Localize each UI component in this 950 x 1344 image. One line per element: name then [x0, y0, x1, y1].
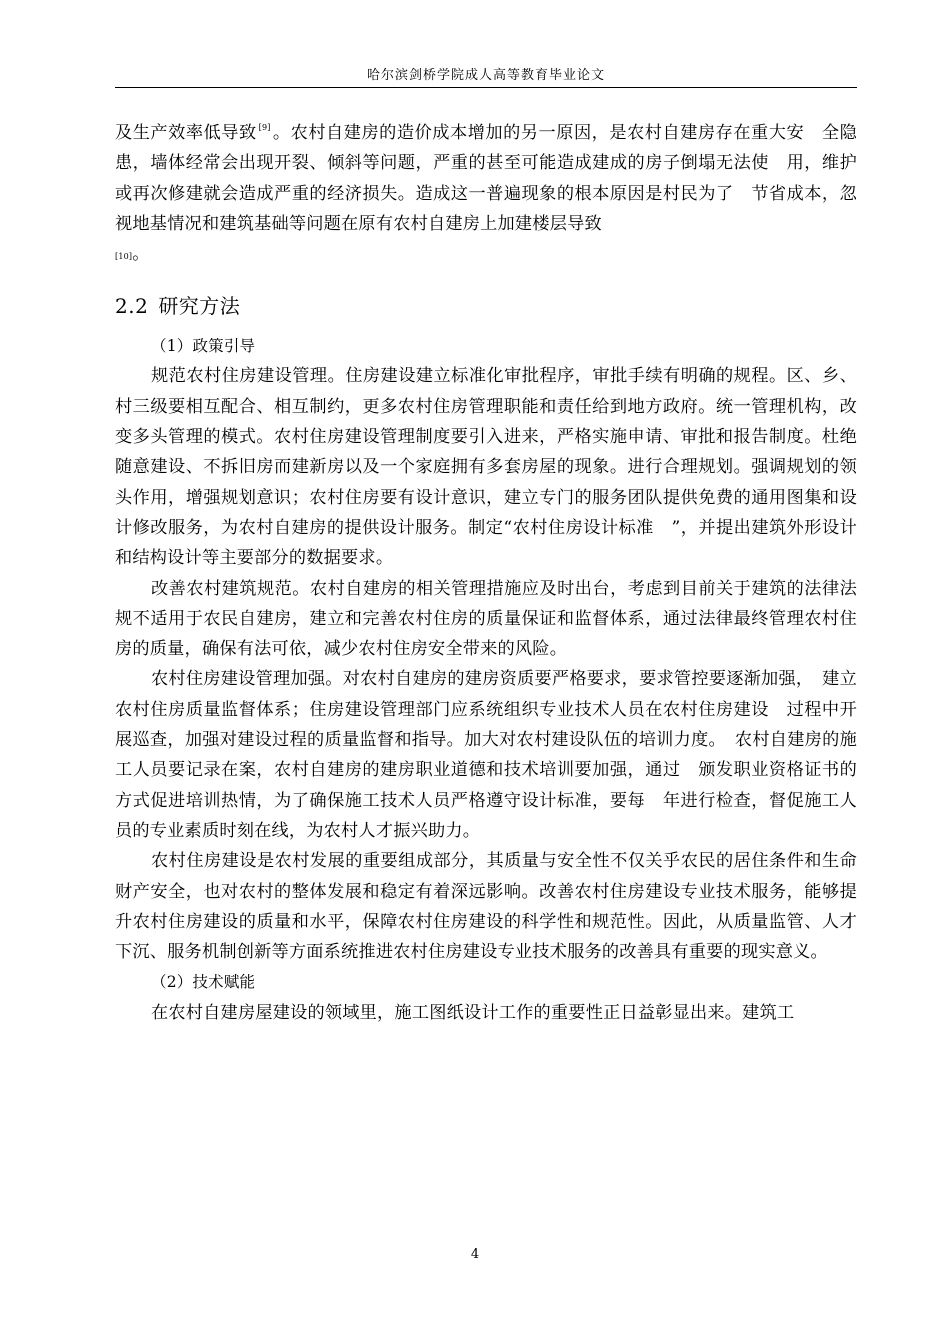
intro-tail — [115, 239, 857, 272]
subsection-technology-title: （2）技术赋能 — [151, 973, 256, 992]
citation-9: [9] — [258, 123, 271, 132]
page-number: 4 — [470, 1247, 480, 1262]
citation-10: [10] — [115, 252, 133, 262]
intro-lead: 及生产效率低导致 — [115, 123, 257, 143]
paragraph-building-regulations: 改善农村建筑规范。农村自建房的相关管理措施应及时出台，考虑到目前关于建筑的法律法规不适用于农民自建房，建立和完善农村住房的质量保证和监督体系，通过法律最终管理农村住房的质量，确保有法可依，减少农村住房安全带来的风险。 — [115, 578, 857, 660]
intro-mid: 。农村自建房的造价成本增加的另一原因，是农村自建房存在重大安 全隐患，墙体经常会出现开裂、倾斜等问题，严重的甚至可能造成建成的房子倒塌无法使 用，维护或再次修建就会造成严重的经济损失。造成这一普遍现象的根本原因是村民为了 节省成本，忽视地基情况和建筑基础等问题在原有农村自建房上加建楼层导致 — [115, 123, 857, 234]
section-heading — [115, 289, 857, 323]
intro-end: 。 — [132, 244, 150, 265]
paragraph-management-standards: 规范农村住房建设管理。住房建设建立标准化审批程序，审批手续有明确的规程。区、乡、村三级要相互配合、相互制约，更多农村住房管理职能和责任给到地方政府。统一管理机构，改变多头管理的模式。农村住房建设管理制度要引入进来，严格实施申请、审批和报告制度。杜绝随意建设、不拆旧房而建新房以及一个家庭拥有多套房屋的现象。进行合理规划。强调规划的领头作用，增强规划意识；农村住房要有设计意识，建立专门的服务团队提供免费的通用图集和设计修改服务，为农村自建房的提供设计服务。制定“农村住房设计标准 ”，并提出建筑外形设计和结构设计等主要部分的数据要求。 — [115, 366, 857, 569]
intro-paragraph — [115, 118, 857, 239]
paragraph-significance: 农村住房建设是农村发展的重要组成部分，其质量与安全性不仅关乎农民的居住条件和生命财产安全，也对农村的整体发展和稳定有着深远影响。改善农村住房建设专业技术服务，能够提升农村住房建设的质量和水平，保障农村住房建设的科学性和规范性。因此，从质量监管、人才下沉、服务机制创新等方面系统推进农村住房建设专业技术服务的改善具有重要的现实意义。 — [115, 851, 857, 963]
paragraph-technology-intro: 在农村自建房屋建设的领域里，施工图纸设计工作的重要性正日益彰显出来。建筑工 — [151, 1002, 795, 1023]
document-body — [115, 118, 857, 1028]
section-title: 研究方法 — [158, 294, 241, 319]
page-header: 哈尔滨剑桥学院成人高等教育毕业论文 — [366, 68, 605, 83]
subsection-policy-title: （1）政策引导 — [151, 337, 256, 356]
header-rule — [115, 87, 857, 88]
paragraph-construction-oversight: 农村住房建设管理加强。对农村自建房的建房资质要严格要求，要求管控要逐渐加强， 建立农村住房质量监督体系；住房建设管理部门应系统组织专业技术人员在农村住房建设 过程中开展巡查，加强对建设过程的质量监督和指导。加大对农村建设队伍的培训力度。 农村自建房的施工人员要记录在案，农村自建房的建房职业道德和技术培训要加强，通过 颁发职业资格证书的方式促进培训热情，为了确保施工技术人员严格遵守设计标准，要每 年进行检查，督促施工人员的专业素质时刻在线，为农村人才振兴助力。 — [115, 669, 857, 841]
section-number: 2.2 — [115, 294, 149, 319]
